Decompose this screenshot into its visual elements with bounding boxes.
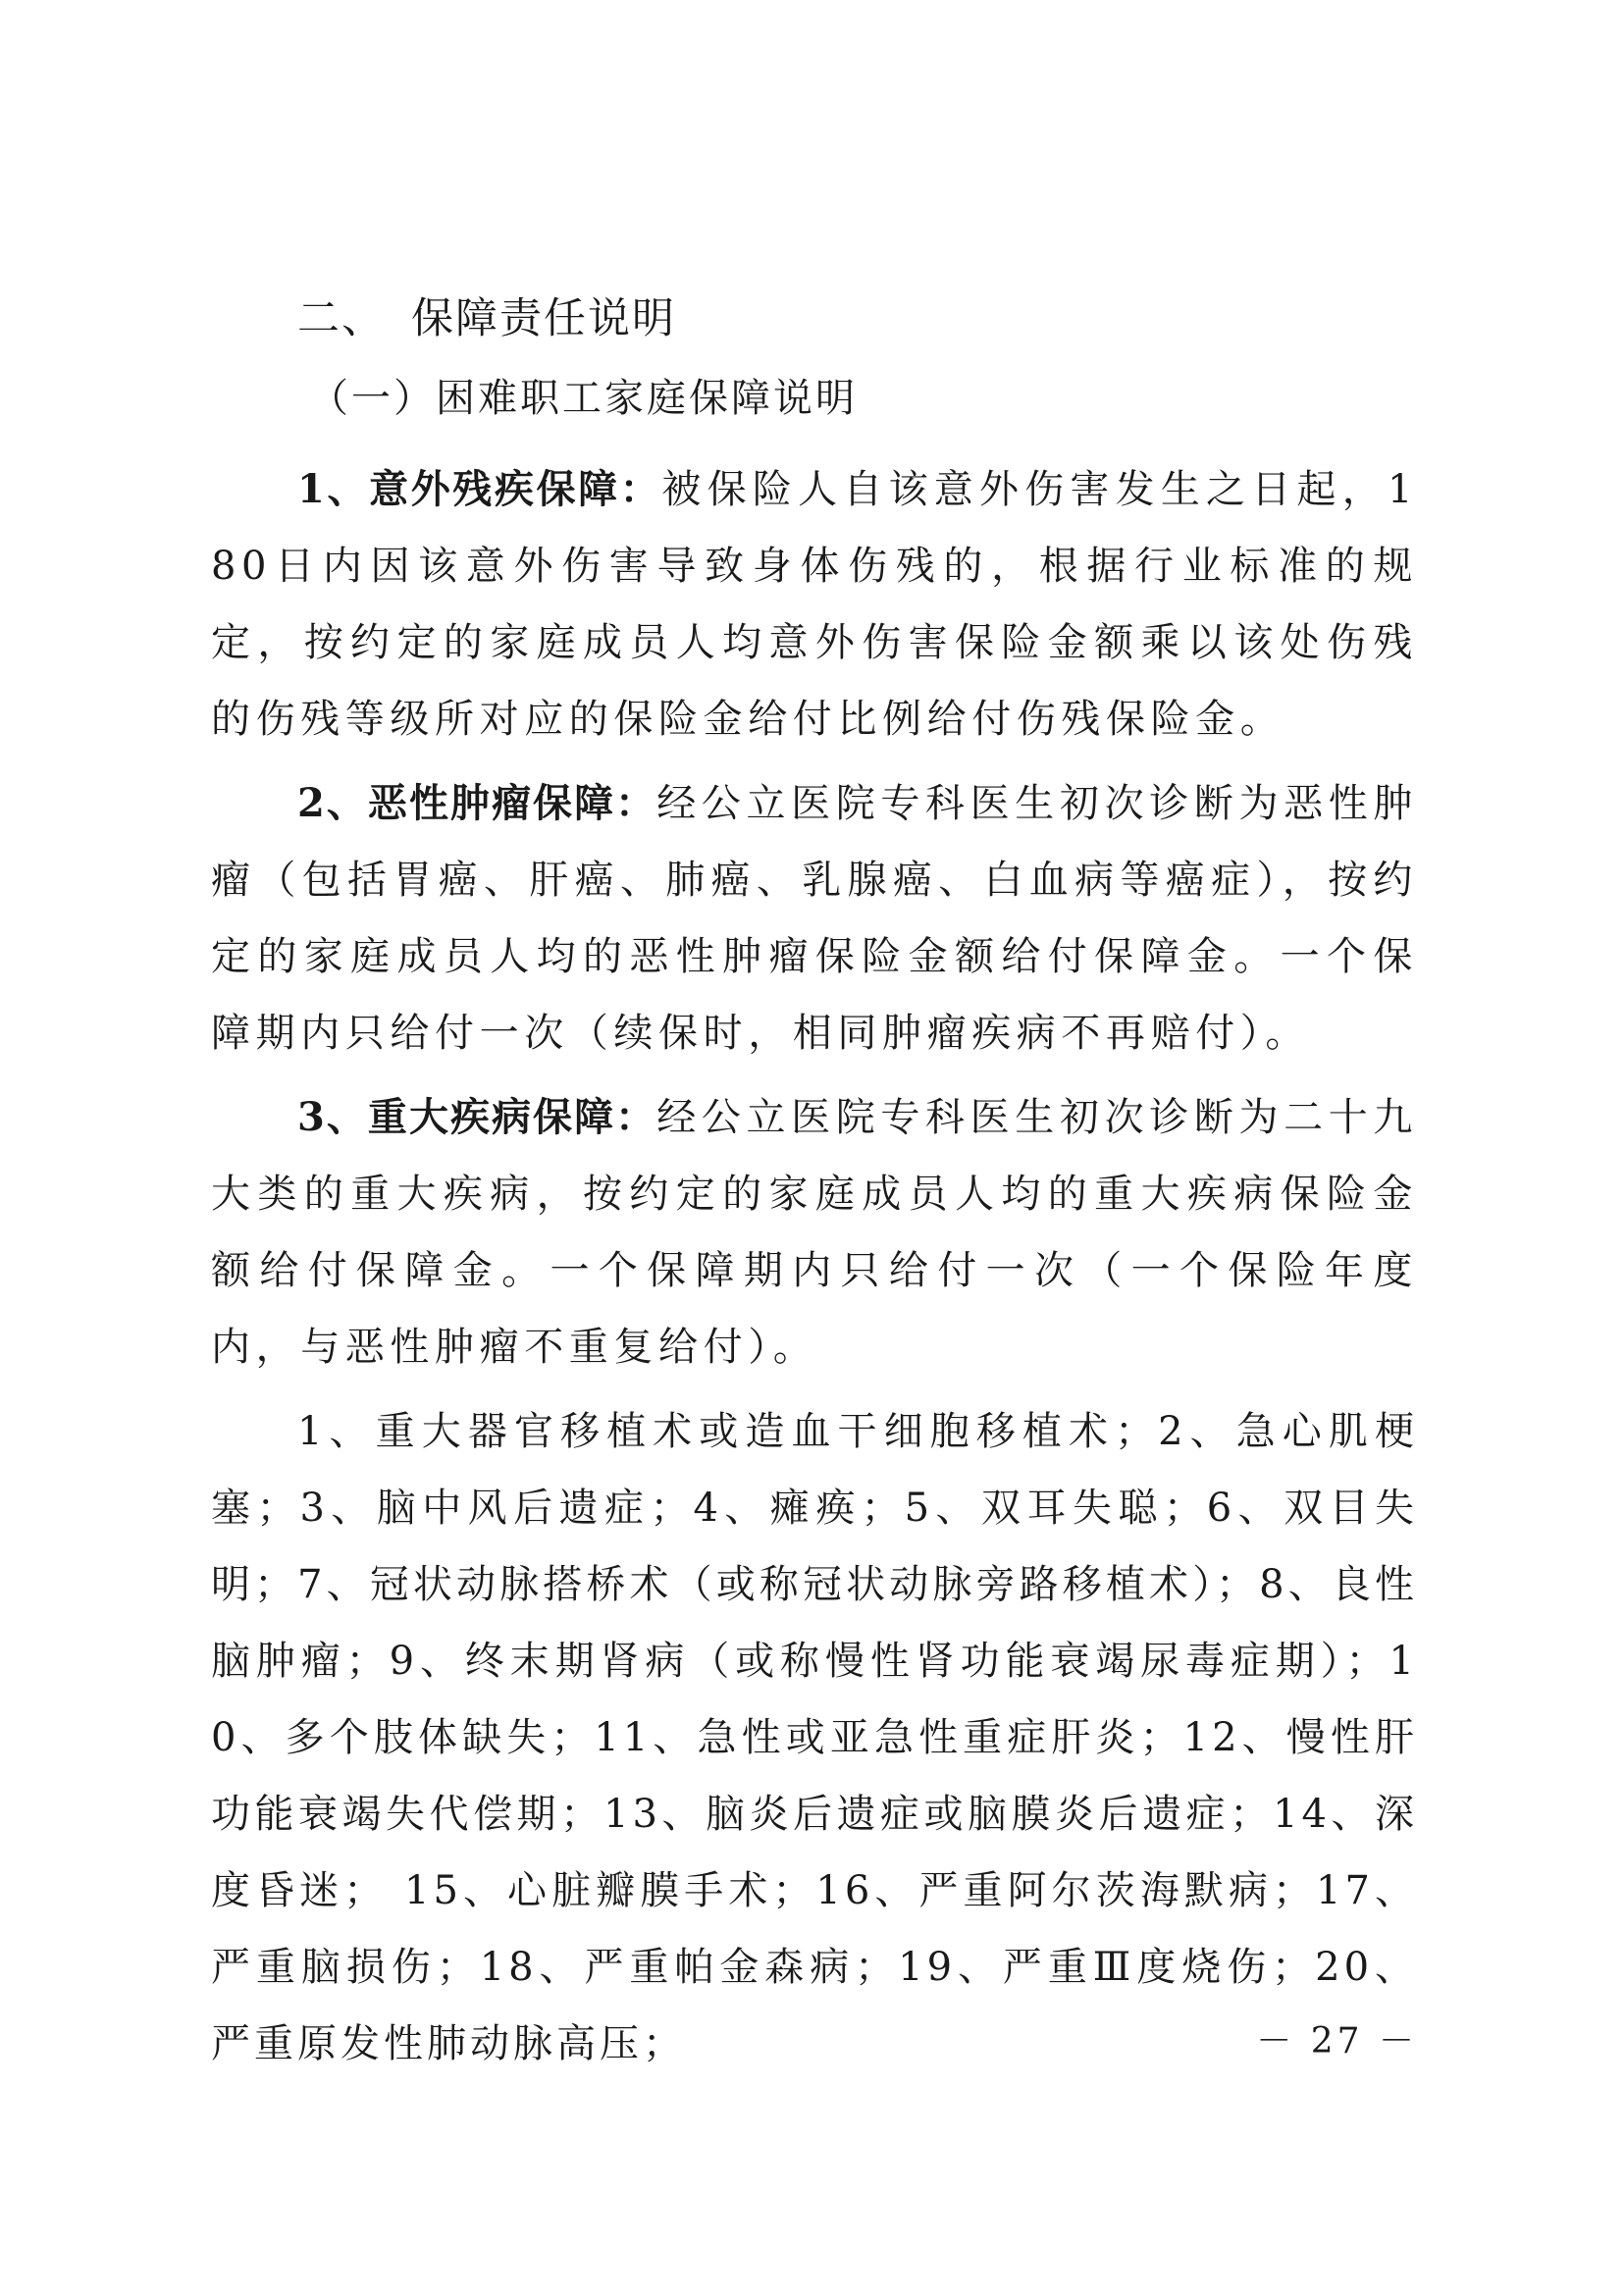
paragraph-text: 经公立医院专科医生初次诊断为二十九大类的重大疾病，按约定的家庭成员人均的重大疾病保险金额给付保障金。一个保障期内只给付一次（一个保险年度内，与恶性肿瘤不重复给付）。	[211, 1095, 1418, 1370]
paragraph-accident-disability	[211, 451, 1418, 757]
document-body	[211, 294, 1418, 2090]
paragraph-text: 经公立医院专科医生初次诊断为恶性肿瘤（包括胃癌、肝癌、肺癌、乳腺癌、白血病等癌症），按约定的家庭成员人均的恶性肿瘤保险金额给付保障金。一个保障期内只给付一次（续保时，相同肿瘤疾病不再赔付）。	[211, 781, 1418, 1056]
section-heading-title: 保障责任说明	[411, 294, 676, 343]
page-number: － 27 －	[1256, 2021, 1418, 2061]
paragraph-lead: 3、重大疾病保障：	[297, 1094, 657, 1140]
paragraph-malignant-tumor	[211, 765, 1418, 1071]
paragraph-lead: 1、意外残疾保障：	[297, 466, 662, 512]
subsection-heading: （一）困难职工家庭保障说明	[309, 376, 858, 421]
paragraph-lead: 2、恶性肿瘤保障：	[297, 780, 657, 826]
section-heading	[297, 294, 1418, 343]
paragraph-disease-list: 1、重大器官移植术或造血干细胞移植术；2、急心肌梗塞；3、脑中风后遗症；4、瘫痪；5、双耳失聪；6、双目失明；7、冠状动脉搭桥术（或称冠状动脉旁路移植术）；8、良性脑肿瘤；9、终末期肾病（或称慢性肾功能衰竭尿毒症期）；10、多个肢体缺失；11、急性或亚急性重症肝炎；12、慢性肝功能衰竭失代偿期；13、脑炎后遗症或脑膜炎后遗症；14、深度昏迷； 15、心脏瓣膜手术；16、严重阿尔茨海默病；17、严重脑损伤；18、严重帕金森病；19、严重Ⅲ度烧伤；20、严重原发性肺动脉高压；	[211, 1409, 1418, 2066]
paragraph-text: 被保险人自该意外伤害发生之日起，180日内因该意外伤害导致身体伤残的，根据行业标准的规定，按约定的家庭成员人均意外伤害保险金额乘以该处伤残的伤残等级所对应的保险金给付比例给付伤残保险金。	[211, 467, 1418, 742]
paragraph-critical-illness	[211, 1079, 1418, 1385]
section-heading-number: 二、	[297, 294, 386, 343]
